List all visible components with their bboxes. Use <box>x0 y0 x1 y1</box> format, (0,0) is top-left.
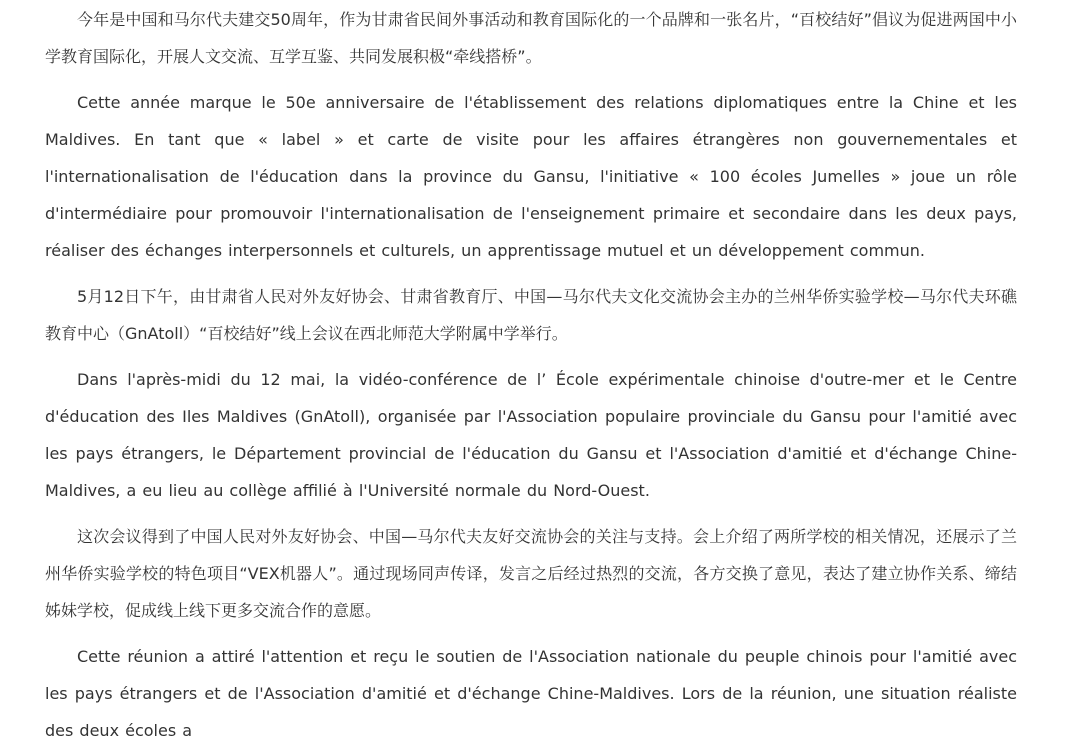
paragraph-zh-meeting: 5月12日下午，由甘肃省人民对外友好协会、甘肃省教育厅、中国—马尔代夫文化交流协会主办的兰州华侨实验学校—马尔代夫环礁教育中心（GnAtoll）“百校结好”线上会议在西北师范大学附属中学举行。 <box>45 287 1017 343</box>
paragraph-fr-meeting: Dans l'après-midi du 12 mai, la vidéo-conférence de l’ École expérimentale chinoise d'outre-mer et le Centre d'éducation des Iles Maldives (GnAtoll), organisée par l'Association populaire provinciale du Gansu pour l'amitié avec les pays étrangers, le Département provincial de l'éducation du Gansu et l'Association d'amitié et d'échange Chine-Maldives, a eu lieu au collège affilié à l'Université normale du Nord-Ouest. <box>45 370 1017 500</box>
paragraph-zh-anniversary: 今年是中国和马尔代夫建交50周年，作为甘肃省民间外事活动和教育国际化的一个品牌和一张名片，“百校结好”倡议为促进两国中小学教育国际化，开展人文交流、互学互鉴、共同发展积极“牵线搭桥”。 <box>45 10 1017 66</box>
paragraph-fr-anniversary: Cette année marque le 50e anniversaire de l'établissement des relations diplomatiques entre la Chine et les Maldives. En tant que « label » et carte de visite pour les affaires étrangères non gouvernementales et l'internationalisation de l'éducation dans la province du Gansu, l'initiative « 100 écoles Jumelles » joue un rôle d'intermédiaire pour promouvoir l'internationalisation de l'enseignement primaire et secondaire dans les deux pays, réaliser des échanges interpersonnels et culturels, un apprentissage mutuel et un développement commun. <box>45 93 1017 260</box>
paragraph-zh-support: 这次会议得到了中国人民对外友好协会、中国—马尔代夫友好交流协会的关注与支持。会上介绍了两所学校的相关情况，还展示了兰州华侨实验学校的特色项目“VEX机器人”。通过现场同声传译，发言之后经过热烈的交流，各方交换了意见，表达了建立协作关系、缔结姊妹学校，促成线上线下更多交流合作的意愿。 <box>45 527 1017 620</box>
article-body <box>45 0 1017 740</box>
paragraph-fr-support: Cette réunion a attiré l'attention et reçu le soutien de l'Association nationale du peuple chinois pour l'amitié avec les pays étrangers et de l'Association d'amitié et d'échange Chine-Maldives. Lors de la réunion, une situation réaliste des deux écoles a <box>45 647 1017 740</box>
